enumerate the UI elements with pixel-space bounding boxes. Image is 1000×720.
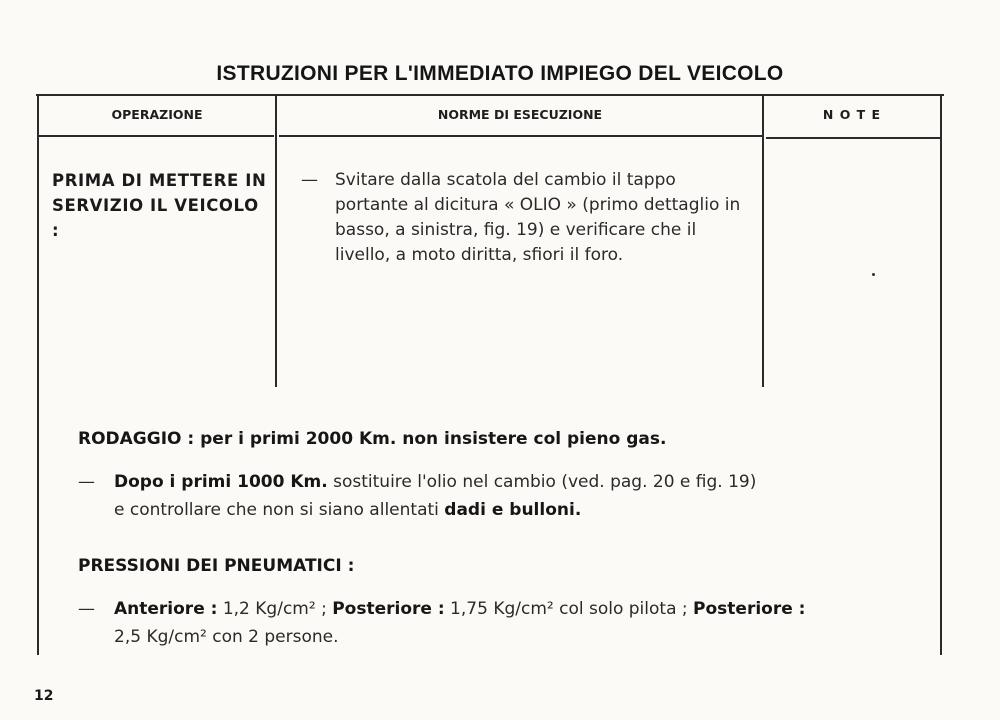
norme-cell: [301, 168, 751, 268]
header-operazione: OPERAZIONE: [111, 107, 203, 122]
posteriore-value: 1,75 Kg/cm² col solo pilota ;: [444, 599, 694, 619]
header-norme: NORME DI ESECUZIONE: [437, 107, 603, 122]
page-title: ISTRUZIONI PER L'IMMEDIATO IMPIEGO DEL VEICOLO: [216, 62, 784, 85]
table-top-rule: [36, 94, 944, 96]
list-dash: —: [301, 170, 318, 190]
table-header-rule-right: [766, 137, 940, 139]
pressioni-heading: PRESSIONI DEI PNEUMATICI :: [78, 556, 355, 576]
table-col-divider-2: [762, 95, 764, 387]
rodaggio-item: [78, 468, 918, 524]
pressioni-item: [78, 595, 928, 651]
table-right-border: [940, 95, 942, 655]
table-header-rule-mid: [279, 135, 762, 137]
rodaggio-text: per i primi 2000 Km. non insistere col pieno gas.: [200, 429, 667, 449]
header-note: N O T E: [822, 107, 882, 122]
rodaggio-bold-2: dadi e bulloni.: [444, 500, 582, 520]
rodaggio-label: RODAGGIO: [78, 429, 182, 449]
posteriore-label: Posteriore :: [332, 599, 445, 619]
rodaggio-sep: :: [181, 429, 201, 449]
table-col-divider-1: [275, 95, 277, 387]
anteriore-label: Anteriore :: [114, 599, 218, 619]
list-dash: —: [78, 599, 95, 619]
rodaggio-text-1: sostituire l'olio nel cambio (ved. pag. 20 e fig. 19): [327, 472, 757, 492]
rodaggio-bold-1: Dopo i primi 1000 Km.: [114, 472, 328, 492]
operazione-cell: PRIMA DI METTERE IN SERVIZIO IL VEICOLO :: [52, 171, 267, 240]
table-left-border: [37, 95, 39, 655]
pressioni-line-2: 2,5 Kg/cm² con 2 persone.: [114, 627, 339, 647]
anteriore-value: 1,2 Kg/cm² ;: [217, 599, 333, 619]
page-number: 12: [34, 688, 54, 704]
list-dash: —: [78, 472, 95, 492]
norme-text: Svitare dalla scatola del cambio il tappo portante al dicitura « OLIO » (primo dettaglio in basso, a sinistra, fig. 19) e verificare che il livello, a moto diritta, sfiori il foro.: [335, 170, 741, 265]
rodaggio-text-2: e controllare che non si siano allentati: [114, 500, 445, 520]
note-mark: [872, 273, 875, 276]
posteriore-2-label: Posteriore :: [693, 599, 806, 619]
table-header-rule-left: [38, 135, 274, 137]
rodaggio-line: [78, 425, 666, 453]
